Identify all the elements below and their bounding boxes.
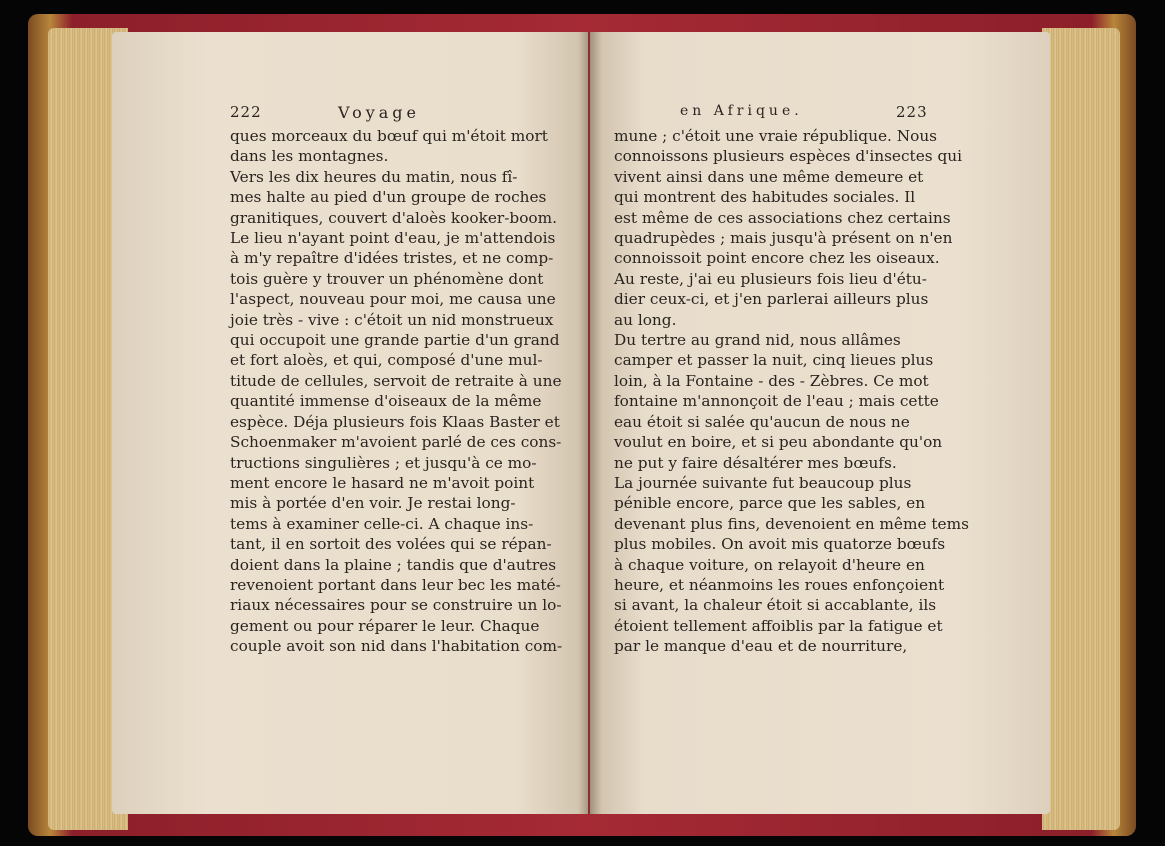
text-line: ment encore le hasard ne m'avoit point (230, 473, 535, 492)
text-line: qui occupoit une grande partie d'un grand (230, 331, 560, 350)
text-line: par le manque d'eau et de nourriture, (614, 637, 908, 656)
text-line: gement ou pour réparer le leur. Chaque (230, 616, 540, 635)
text-line: l'aspect, nouveau pour moi, me causa une (230, 290, 556, 309)
text-line: tructions singulières ; et jusqu'à ce mo- (230, 453, 537, 472)
text-line: heure, et néanmoins les roues enfonçoient (614, 575, 945, 594)
text-line: étoient tellement affoiblis par la fatigue et (614, 616, 943, 635)
text-line: joie très - vive : c'étoit un nid monstrueux (230, 310, 554, 329)
right-page-edges (1042, 28, 1120, 830)
text-line: à chaque voiture, on relayoit d'heure en (614, 555, 925, 574)
text-line: connoissons plusieurs espèces d'insectes qui (614, 147, 963, 166)
text-line: mes halte au pied d'un groupe de roches (230, 188, 547, 207)
text-line: qui montrent des habitudes sociales. Il (614, 188, 916, 207)
text-line: Du tertre au grand nid, nous allâmes (614, 331, 901, 350)
text-line: devenant plus fins, devenoient en même tems (614, 514, 969, 533)
text-line: granitiques, couvert d'aloès kooker-boom. (230, 208, 557, 227)
text-line: voulut en boire, et si peu abondante qu'on (614, 433, 943, 452)
text-line: à m'y repaître d'idées tristes, et ne comp- (230, 249, 554, 268)
text-line: et fort aloès, et qui, composé d'une mul- (230, 351, 543, 370)
text-line: connoissoit point encore chez les oiseaux. (614, 249, 940, 268)
text-line: Le lieu n'ayant point d'eau, je m'attendois (230, 229, 556, 248)
text-line: tant, il en sortoit des volées qui se répan- (230, 535, 552, 554)
text-line: ques morceaux du bœuf qui m'étoit mort (230, 127, 548, 145)
left-page-text (230, 126, 565, 657)
text-line: loin, à la Fontaine - des - Zèbres. Ce mot (614, 371, 929, 390)
text-line: plus mobiles. On avoit mis quatorze bœufs (614, 535, 946, 554)
text-line: dier ceux-ci, et j'en parlerai ailleurs plus (614, 290, 929, 309)
text-line: mune ; c'étoit une vraie république. Nous (614, 127, 938, 145)
right-page-text (614, 126, 969, 657)
text-line: au long. (614, 310, 677, 329)
text-line: camper et passer la nuit, cinq lieues plus (614, 351, 934, 370)
text-line: tems à examiner celle-ci. A chaque ins- (230, 514, 534, 533)
text-line: quantité immense d'oiseaux de la même (230, 392, 542, 411)
right-running-head: en Afrique. (680, 103, 803, 119)
text-line: Schoenmaker m'avoient parlé de ces cons- (230, 433, 562, 452)
text-line: mis à portée d'en voir. Je restai long- (230, 494, 516, 513)
text-line: eau étoit si salée qu'aucun de nous ne (614, 412, 910, 431)
text-line: tois guère y trouver un phénomène dont (230, 269, 544, 288)
text-line: vivent ainsi dans une même demeure et (614, 167, 924, 186)
text-line: couple avoit son nid dans l'habitation com- (230, 637, 563, 656)
text-line: Vers les dix heures du matin, nous fî- (230, 167, 518, 186)
text-line: dans les montagnes. (230, 147, 389, 166)
left-running-head: Voyage (338, 103, 421, 122)
text-line: doient dans la plaine ; tandis que d'autres (230, 555, 557, 574)
right-page-number: 223 (896, 103, 928, 121)
text-line: La journée suivante fut beaucoup plus (614, 473, 912, 492)
text-line: Au reste, j'ai eu plusieurs fois lieu d'étu- (614, 269, 927, 288)
text-line: titude de cellules, servoit de retraite à une (230, 371, 562, 390)
text-line: est même de ces associations chez certains (614, 208, 951, 227)
text-line: revenoient portant dans leur bec les maté- (230, 575, 561, 594)
text-line: quadrupèdes ; mais jusqu'à présent on n'en (614, 229, 953, 248)
book-gutter (578, 32, 602, 814)
text-line: riaux nécessaires pour se construire un lo- (230, 596, 562, 615)
text-line: pénible encore, parce que les sables, en (614, 494, 926, 513)
text-line: espèce. Déja plusieurs fois Klaas Baster et (230, 412, 560, 431)
text-line: fontaine m'annonçoit de l'eau ; mais cette (614, 392, 939, 411)
left-page-number: 222 (230, 103, 262, 121)
text-line: si avant, la chaleur étoit si accablante, ils (614, 596, 937, 615)
text-line: ne put y faire désaltérer mes bœufs. (614, 453, 897, 472)
